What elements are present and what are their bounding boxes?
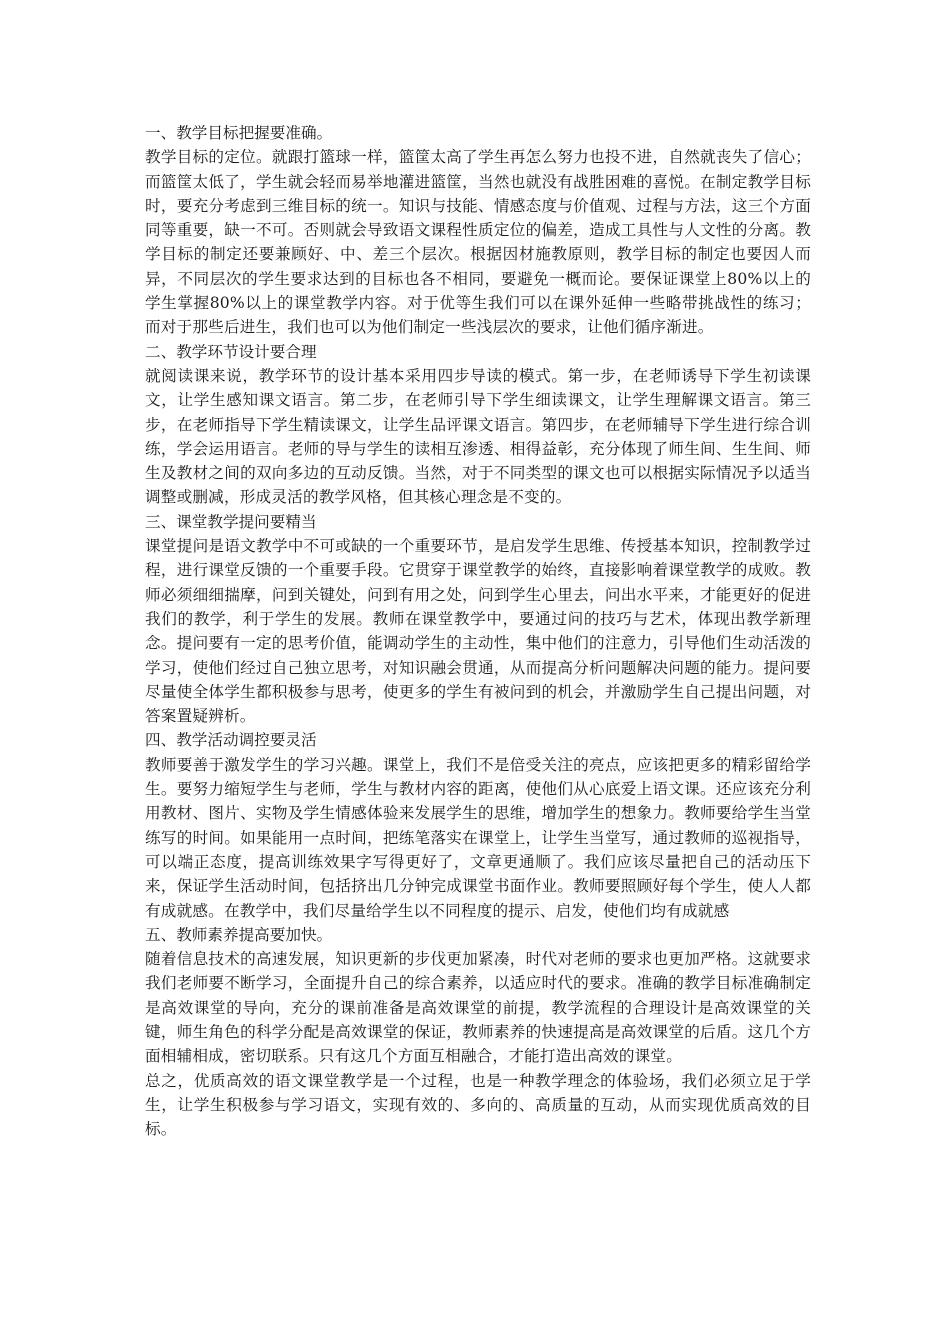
section-3-body: 课堂提问是语文教学中不可或缺的一个重要环节，是启发学生思维、传授基本知识，控制教学过程，进行课堂反馈的一个重要手段。它贯穿于课堂教学的始终，直接影响着课堂教学的成败。教师必须细细揣摩，问到关键处，问到有用之处，问到学生心里去，问出水平来，才能更好的促进我们的教学，利于学生的发展。教师在课堂教学中，要通过问的技巧与艺术，体现出教学新理念。提问要有一定的思考价值，能调动学生的主动性，集中他们的注意力，引导他们生动活泼的学习，使他们经过自己独立思考，对知识融会贯通，从而提高分析问题解决问题的能力。提问要尽量使全体学生都积极参与思考，使更多的学生有被问到的机会，并激励学生自己提出问题，对答案置疑辨析。 [145,537,811,726]
section-1-heading: 一、教学目标把握要准确。 [145,124,333,142]
section-4-heading: 四、教学活动调控要灵活 [145,731,317,750]
conclusion-paragraph: 总之，优质高效的语文课堂教学是一个过程，也是一种教学理念的体验场，我们必须立足于学生，让学生积极参与学习语文，实现有效的、多向的、高质量的互动，从而实现优质高效的目标。 [145,1071,811,1139]
section-5-heading: 五、教师素养提高要加快。 [145,925,333,944]
section-3-heading: 三、课堂教学提问要精当 [145,512,317,531]
document-page [145,121,811,1141]
section-4-body: 教师要善于激发学生的学习兴趣。课堂上，我们不是倍受关注的亮点，应该把更多的精彩留给学生。要努力缩短学生与老师，学生与教材内容的距离，使他们从心底爱上语文课。还应该充分利用教材、图片、实物及学生情感体验来发展学生的思维，增加学生的想象力。教师要给学生当堂练写的时间。如果能用一点时间，把练笔落实在课堂上，让学生当堂写，通过教师的巡视指导，可以端正态度，提高训练效果字写得更好了，文章更通顺了。我们应该尽量把自己的活动压下来，保证学生活动时间，包括挤出几分钟完成课堂书面作业。教师要照顾好每个学生，使人人都有成就感。在教学中，我们尽量给学生以不同程度的提示、启发，使他们均有成就感 [145,755,811,920]
section-2-body: 就阅读课来说，教学环节的设计基本采用四步导读的模式。第一步，在老师诱导下学生初读课文，让学生感知课文语言。第二步，在老师引导下学生细读课文，让学生理解课文语言。第三步，在老师指导下学生精读课文，让学生品评课文语言。第四步，在老师辅导下学生进行综合训练，学会运用语言。老师的导与学生的读相互渗透、相得益彰，充分体现了师生间、生生间、师生及教材之间的双向多边的互动反馈。当然，对于不同类型的课文也可以根据实际情况予以适当调整或删减，形成灵活的教学风格，但其核心理念是不变的。 [145,366,811,507]
section-5-body: 随着信息技术的高速发展，知识更新的步伐更加紧凑，时代对老师的要求也更加严格。这就要求我们老师要不断学习，全面提升自己的综合素养，以适应时代的要求。准确的教学目标准确制定是高效课堂的导向，充分的课前准备是高效课堂的前提，教学流程的合理设计是高效课堂的关键，师生角色的科学分配是高效课堂的保证，教师素养的快速提高是高效课堂的后盾。这几个方面相辅相成，密切联系。只有这几个方面互相融合，才能打造出高效的课堂。 [145,950,811,1066]
section-2-heading: 二、教学环节设计要合理 [145,342,317,361]
section-1-body: 教学目标的定位。就跟打篮球一样，篮筐太高了学生再怎么努力也投不进，自然就丧失了信心；而篮筐太低了，学生就会轻而易举地灌进篮筐，当然也就没有战胜困难的喜悦。在制定教学目标时，要充分考虑到三维目标的统一。知识与技能、情感态度与价值观、过程与方法，这三个方面同等重要，缺一不可。否则就会导致语文课程性质定位的偏差，造成工具性与人文性的分离。教学目标的制定还要兼顾好、中、差三个层次。根据因材施教原则，教学目标的制定也要因人而异，不同层次的学生要求达到的目标也各不相同，要避免一概而论。要保证课堂上80%以上的学生掌握80%以上的课堂教学内容。对于优等生我们可以在课外延伸一些略带挑战性的练习；而对于那些后进生，我们也可以为他们制定一些浅层次的要求，让他们循序渐进。 [145,148,811,337]
